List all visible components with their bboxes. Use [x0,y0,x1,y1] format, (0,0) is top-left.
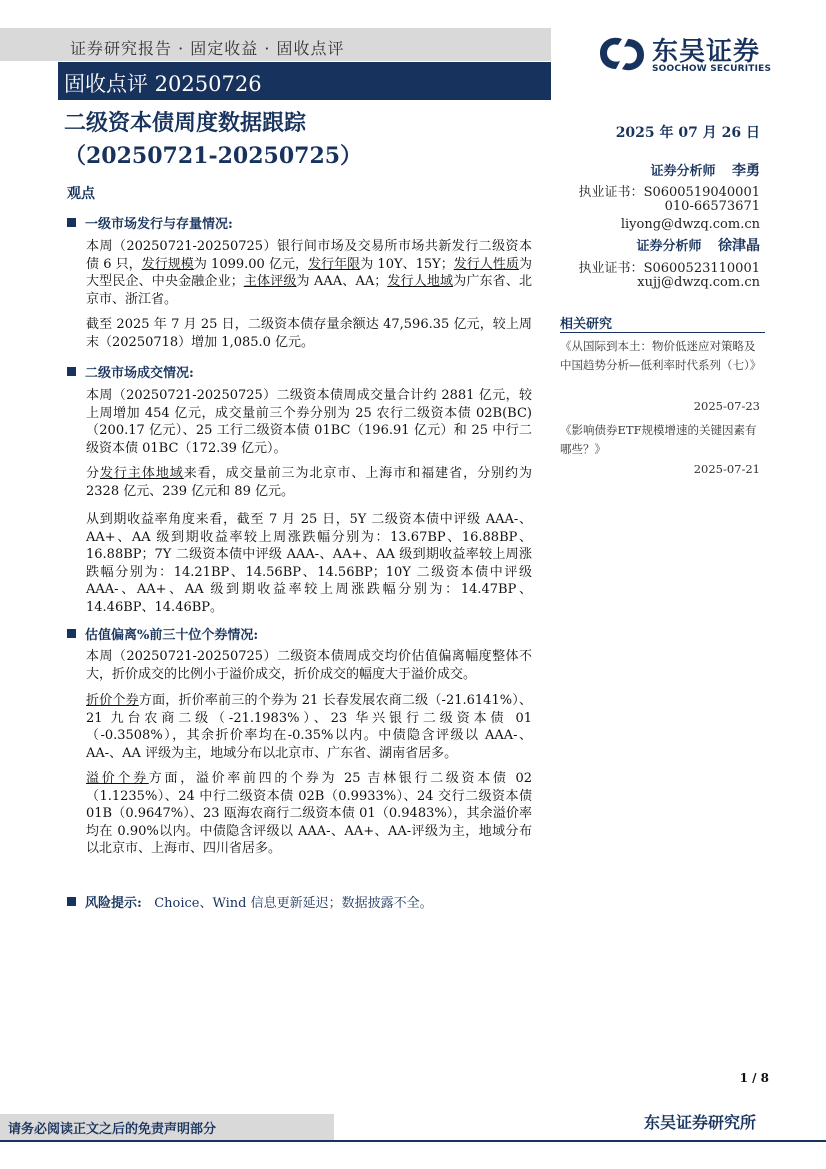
footer-institute: 东吴证券研究所 [643,1113,756,1132]
analyst-1-cert [550,181,760,200]
analyst-1-heading [550,160,760,180]
section-1-paragraph-1: 本周（20250721-20250725）银行间市场及交易所市场共新发行二级资本债 6 只，发行规模为 1099.00 亿元，发行年限为 10Y、15Y；发行人性质为大型民企、中央金融企业；主体评级为 AAA、AA；发行人地域为广东省、北京市、浙江省。 [86,239,532,307]
section-3-title-text: 估值偏离%前三十位个券情况: [85,628,259,643]
analyst-2-email[interactable]: xujj@dwzq.com.cn [637,275,760,290]
viewpoint-heading: 观点 [67,186,95,202]
risk-label: 风险提示: [85,896,142,911]
analyst-2-role: 证券分析师 [636,239,702,254]
footer-divider [0,1140,826,1142]
related-item-2[interactable]: 《影响债券ETF规模增速的关键因素有哪些？》 [560,423,757,456]
report-title-period: （20250721-20250725） [64,143,363,169]
section-3-paragraph-2: 折价个券方面，折价率前三的个券为 21 长春发展农商二级（-21.6141%）、21 九台农商二级（-21.1983%）、23 华兴银行二级资本债 01（-0.3508%），其余折价率均在-0.35%以内。中债隐含评级以 AAA-、AA-、AA 评级为主，地域分布以北京市、广东省、湖南省居多。 [86,693,532,761]
section-1-title-text: 一级市场发行与存量情况: [85,217,233,232]
soochow-logo-icon [596,33,648,75]
analyst-2-cert-label: 执业证书： [578,261,644,276]
report-title: 二级资本债周度数据跟踪 [64,110,307,136]
section-2-paragraph-3: 从到期收益率角度来看，截至 7 月 25 日，5Y 二级资本债中评级 AAA-、AA+、AA 级到期收益率较上周涨跌幅分别为：13.67BP、16.88BP、16.88BP；7Y 二级资本债中评级 AAA-、AA+、AA 级到期收益率较上周涨跌幅分别为：14.21BP、14.56BP、14.56BP；10Y 二级资本债中评级 AAA-、AA+、AA 级到期收益率较上周涨跌幅分别为：14.47BP、14.46BP、14.46BP。 [86,512,532,615]
analyst-1-email[interactable]: liyong@dwzq.com.cn [620,217,760,232]
footer-disclaimer[interactable]: 请务必阅读正文之后的免责声明部分 [8,1122,217,1137]
analyst-1-phone: 010-66573671 [664,199,760,214]
report-date: 2025 年 07 月 26 日 [615,125,760,141]
related-item-1-date: 2025-07-23 [693,399,760,413]
bullet-square-icon [67,629,76,638]
section-3-paragraph-1: 本周（20250721-20250725）二级资本债周成交均价估值偏离幅度整体不大，折价成交的比例小于溢价成交，折价成交的幅度大于溢价成交。 [86,649,532,682]
analyst-1-name: 李勇 [732,163,760,179]
section-2-paragraph-2: 分发行主体地域来看，成交量前三为北京市、上海市和福建省，分别约为 2328 亿元、239 亿元和 89 亿元。 [86,466,532,499]
related-research-divider [560,332,765,333]
section-1-title [67,213,233,232]
related-item-2-date: 2025-07-21 [693,462,760,476]
section-2-title-text: 二级市场成交情况: [85,366,194,381]
analyst-2-heading [550,235,760,255]
bullet-square-icon [67,367,76,376]
analyst-2-cert-number: S0600523110001 [643,261,760,276]
analyst-2-cert [550,257,760,276]
related-research-title: 相关研究 [560,317,613,332]
section-2-title [67,362,194,381]
logo-name-en: SOOCHOW SECURITIES [652,64,772,74]
analyst-2-name: 徐津晶 [718,238,760,254]
section-1-paragraph-2: 截至 2025 年 7 月 25 日，二级资本债存量余额达 47,596.35 亿元，较上周末（20250718）增加 1,085.0 亿元。 [86,317,532,350]
bullet-square-icon [67,897,76,906]
risk-notice [67,892,433,911]
logo-name-cn: 东吴证券 [652,37,761,67]
risk-text: Choice、Wind 信息更新延迟；数据披露不全。 [154,896,433,911]
bullet-square-icon [67,218,76,227]
header-category: 证券研究报告 · 固定收益 · 固收点评 [70,39,345,58]
report-subheading: 固收点评 20250726 [64,72,262,96]
section-2-paragraph-1: 本周（20250721-20250725）二级资本债周成交量合计约 2881 亿元，较上周增加 454 亿元，成交量前三个券分别为 25 农行二级资本债 02B(BC)（200.17 亿元）、25 工行二级资本债 01BC（196.91 亿元）和 25 中行二级资本债 01BC（172.39 亿元）。 [86,388,532,456]
section-3-title [67,624,258,643]
page-number: 1 / 8 [739,1071,769,1085]
analyst-1-role: 证券分析师 [650,164,716,179]
analyst-1-cert-number: S0600519040001 [643,185,760,200]
section-3-paragraph-3: 溢价个券方面，溢价率前四的个券为 25 吉林银行二级资本债 02（1.1235%）、24 中行二级资本债 02B（0.9933%）、24 交行二级资本债 01B（0.9647%）、23 瓯海农商行二级资本债 01（0.9483%），其余溢价率均在 0.90%以内。中债隐含评级以 AAA-、AA+、AA-评级为主，地域分布以北京市、上海市、四川省居多。 [86,771,532,856]
analyst-1-cert-label: 执业证书： [578,185,644,200]
related-item-1[interactable]: 《从国际到本土：物价低迷应对策略及中国趋势分析—低利率时代系列（七）》 [560,339,762,372]
